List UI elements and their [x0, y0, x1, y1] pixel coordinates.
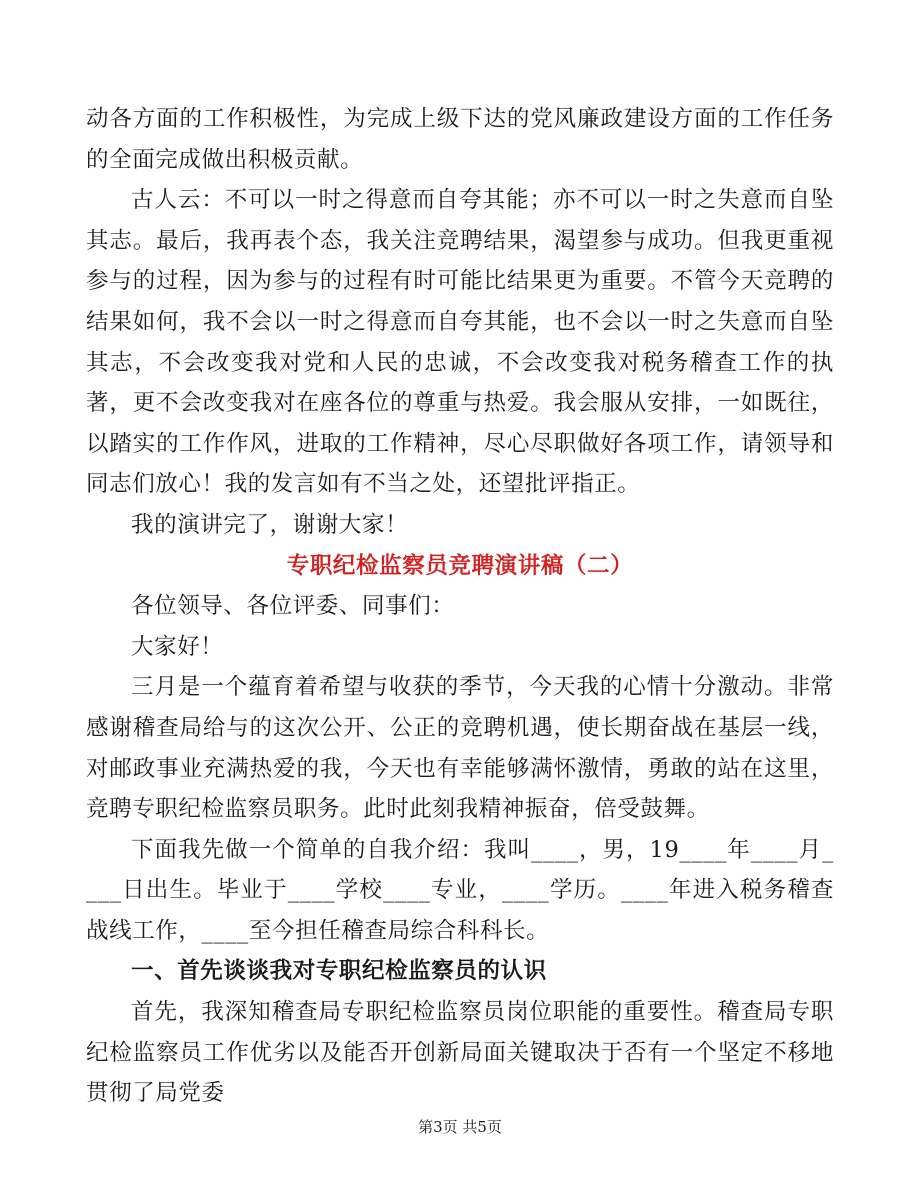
paragraphs-after-title: [86, 586, 834, 951]
section-title: 专职纪检监察员竞聘演讲稿（二）: [286, 552, 634, 579]
paragraph: 首先，我深知稽查局专职纪检监察员岗位职能的重要性。稽查局专职纪检监察员工作优劣以及能否开创新局面关键取决于否有一个坚定不移地贯彻了局党委: [86, 999, 834, 1107]
paragraph: 三月是一个蕴育着希望与收获的季节，今天我的心情十分激动。非常感谢稽查局给与的这次公开、公正的竞聘机遇，使长期奋战在基层一线，对邮政事业充满热爱的我，今天也有幸能够满怀激情，勇敢的站在这里，竞聘专职纪检监察员职务。此时此刻我精神振奋，倍受鼓舞。: [86, 674, 834, 823]
paragraph: 动各方面的工作积极性，为完成上级下达的党风廉政建设方面的工作任务的全面完成做出积极贡献。: [86, 106, 834, 173]
subheading: 一、首先谈谈我对专职纪检监察员的认识: [131, 958, 547, 985]
paragraph: 古人云：不可以一时之得意而自夸其能；亦不可以一时之失意而自坠其志。最后，我再表个态，我关注竞聘结果，渴望参与成功。但我更重视参与的过程，因为参与的过程有时可能比结果更为重要。不管今天竞聘的结果如何，我不会以一时之得意而自夸其能，也不会以一时之失意而自坠其志，不会改变我对党和人民的忠诚，不会改变我对税务稽查工作的执著，更不会改变我对在座各位的尊重与热爱。我会服从安排，一如既往，以踏实的工作作风，进取的工作精神，尽心尽职做好各项工作，请领导和同志们放心！我的发言如有不当之处，还望批评指正。: [86, 187, 834, 498]
paragraphs-final: [86, 992, 834, 1114]
paragraph: 大家好！: [131, 633, 224, 660]
paragraph: 我的演讲完了，谢谢大家！: [131, 511, 409, 538]
document-body: [86, 99, 834, 1114]
paragraphs-before-title: [86, 99, 834, 546]
greeting-paragraph: 各位领导、各位评委、同事们：: [131, 593, 455, 620]
page-number-footer: 第3页 共5页: [418, 1118, 502, 1136]
self-intro-paragraph: 下面我先做一个简单的自我介绍：我叫____，男，19____年____月____日出生。毕业于____学校____专业，____学历。____年进入税务稽查战线工作，____至今担任稽查局综合科科长。: [86, 836, 834, 944]
